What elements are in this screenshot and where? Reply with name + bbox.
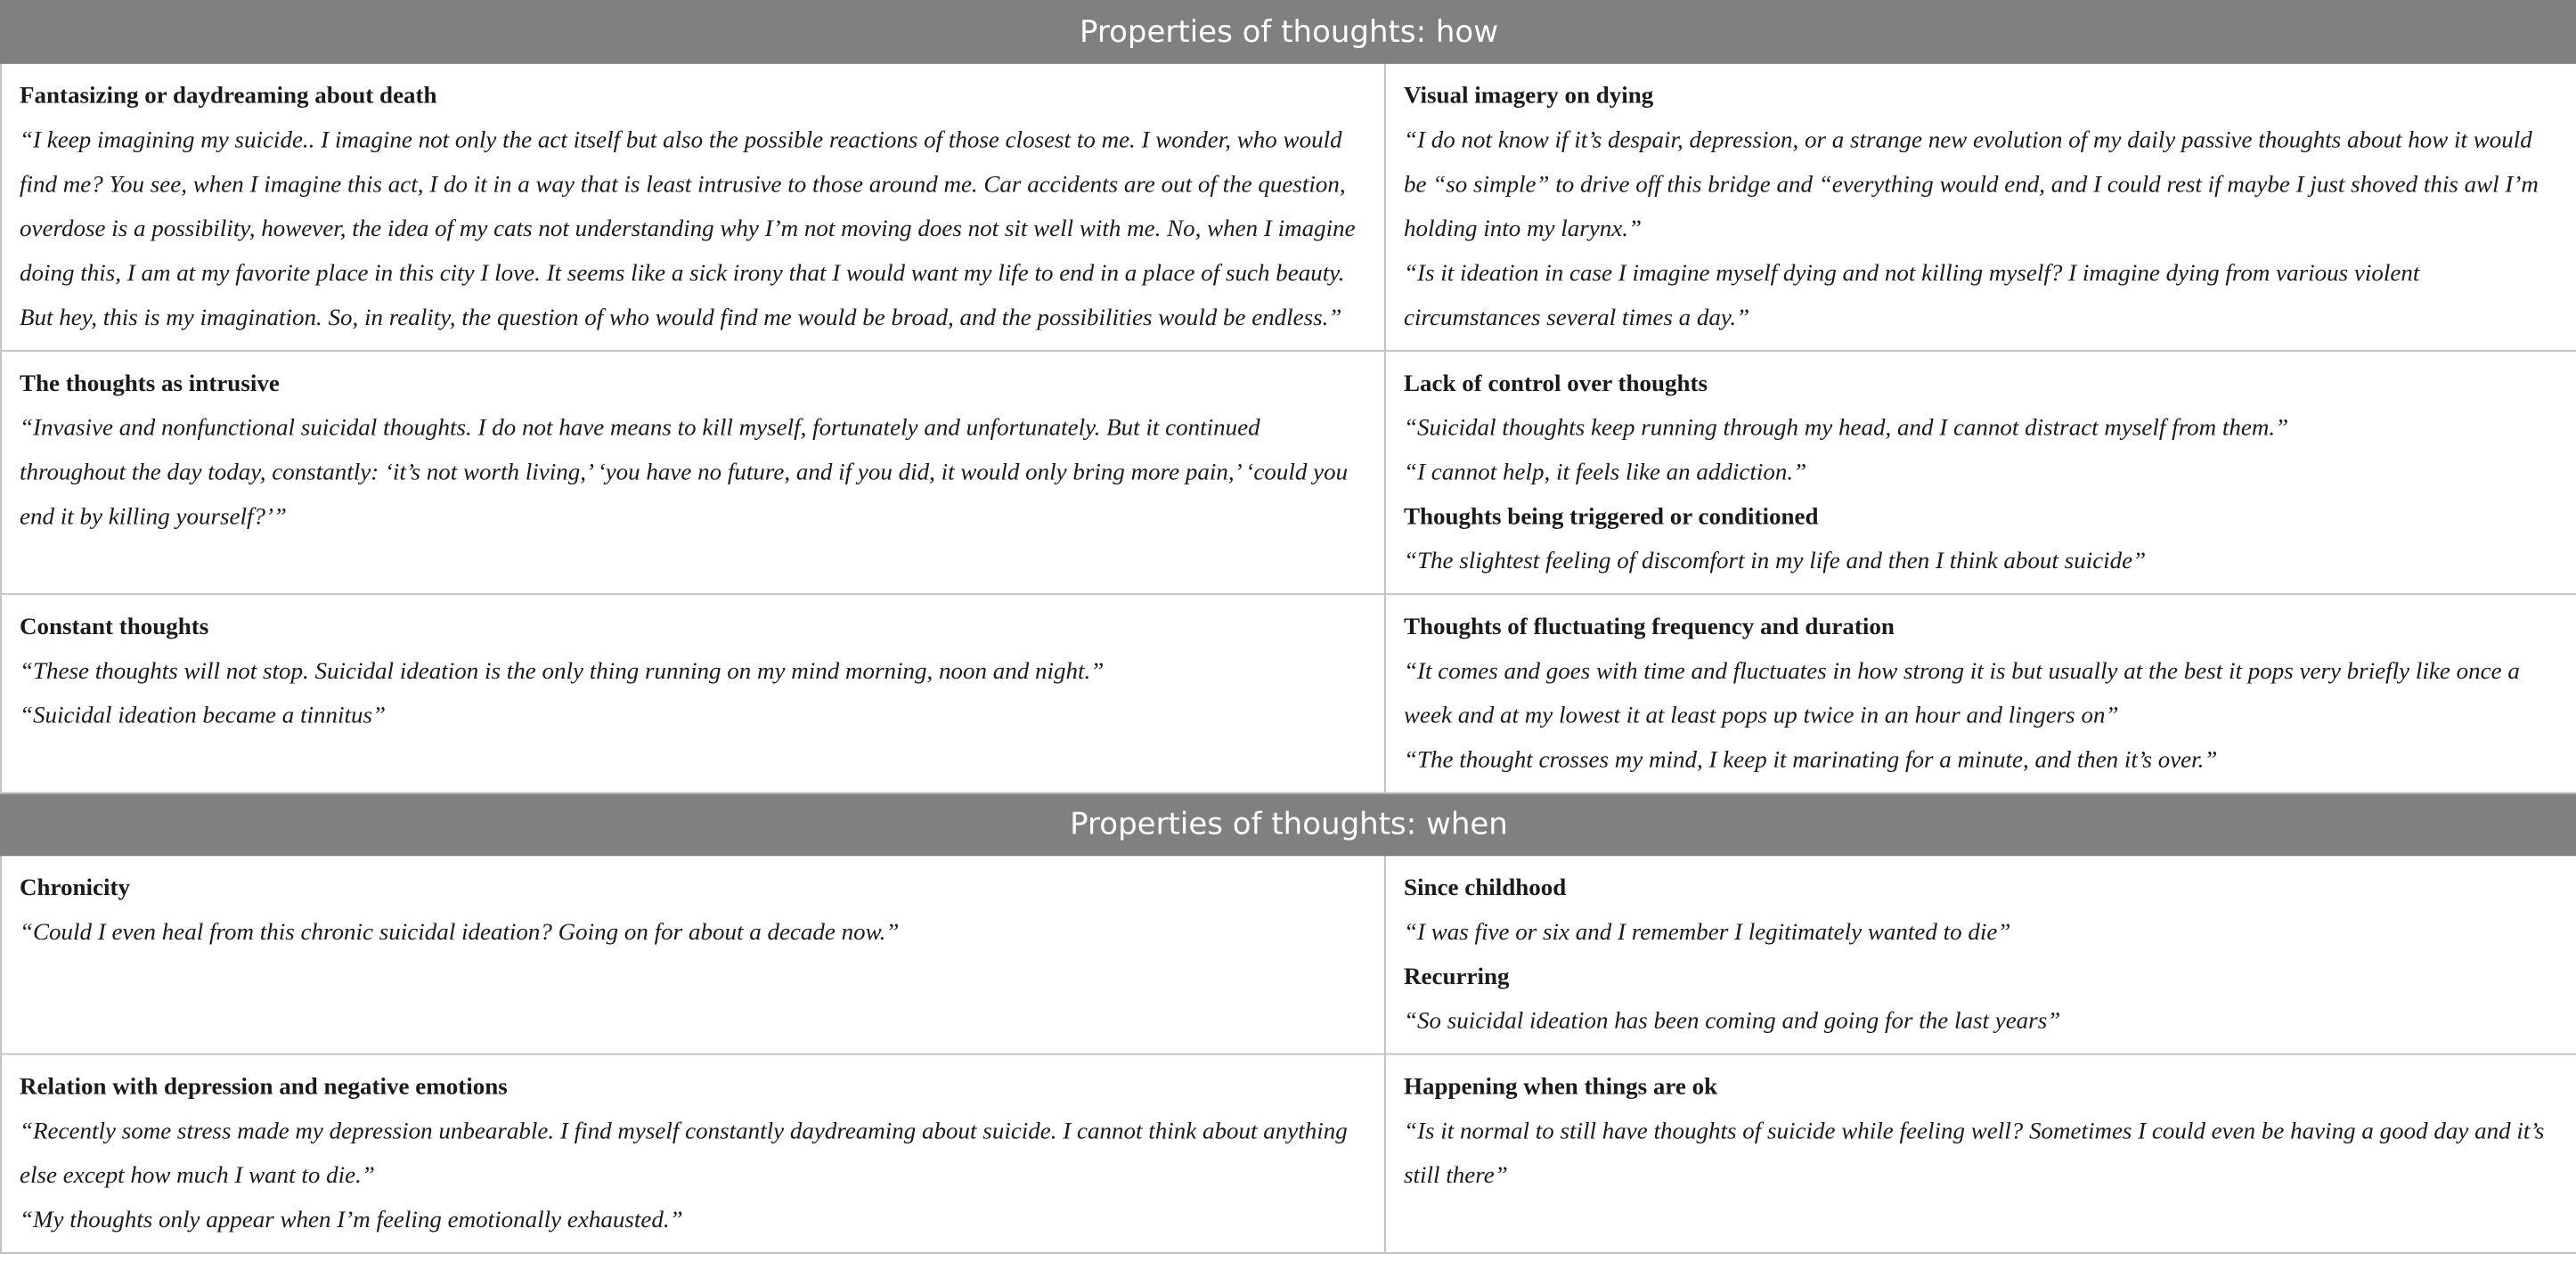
quote-text: “I keep imagining my suicide.. I imagine not only the act itself but also the possible reactions of those closest to me. I wonder, who would find me? You see, when I imagine this act, I do it in a way that is least intrusive to those around me. Car accidents are out of the question, overdose is a possibility, however, the idea of my cats not understanding why I’m not moving does not sit well with me. No, when I imagine doing this, I am at my favorite place in this city I love. It seems like a sick irony that I would want my life to end in a place of such beauty. But hey, this is my imagination. So, in reality, the question of who would find me would be broad, and the possibilities would be endless.” [20, 126, 1356, 330]
category-title: Constant thoughts [20, 613, 209, 639]
quote-text: “The thought crosses my mind, I keep it marinating for a minute, and then it’s over.” [1404, 745, 2218, 773]
table-row [1, 594, 2576, 793]
quote-text: “I cannot help, it feels like an addiction.” [1404, 458, 1807, 485]
category-title: The thoughts as intrusive [20, 369, 280, 396]
table-row [1, 855, 2576, 1054]
quote-text: “It comes and goes with time and fluctuates in how strong it is but usually at the best it pops very briefly like once a week and at my lowest it at least pops up twice in an hour and lingers on” [1404, 656, 2520, 728]
category-title: Thoughts being triggered or conditioned [1404, 502, 1819, 530]
section-header-row [1, 793, 2576, 855]
category-title: Visual imagery on dying [1404, 81, 1654, 109]
table-cell [1385, 855, 2576, 1054]
table-row [1, 63, 2576, 351]
table-cell [1385, 351, 2576, 594]
table-cell [1, 63, 1385, 351]
category-title: Relation with depression and negative emotions [20, 1072, 508, 1100]
table-cell [1385, 63, 2576, 351]
quote-text: “Is it ideation in case I imagine myself dying and not killing myself? I imagine dying from various violent circumstances several times a day.” [1404, 259, 2420, 330]
quote-text: “Suicidal thoughts keep running through my head, and I cannot distract myself from them.” [1404, 413, 2289, 441]
quote-text: “Invasive and nonfunctional suicidal thoughts. I do not have means to kill myself, fortunately and unfortunately. But it continued throughout the day today, constantly: ‘it’s not worth living,’ ‘you have no future, and if you did, it would only bring more pain,’ ‘could you end it by killing yourself?’” [20, 413, 1349, 530]
category-title: Lack of control over thoughts [1404, 369, 1708, 396]
quote-text: “These thoughts will not stop. Suicidal ideation is the only thing running on my mind morning, noon and night.” [20, 656, 1105, 684]
section-header-how: Properties of thoughts: how [1, 1, 2576, 63]
section-header-row [1, 1, 2576, 63]
table-cell [1, 594, 1385, 793]
quote-text: “The slightest feeling of discomfort in my life and then I think about suicide” [1404, 547, 2147, 574]
category-title: Fantasizing or daydreaming about death [20, 81, 437, 109]
category-title: Since childhood [1404, 874, 1567, 901]
quote-text: “Could I even heal from this chronic suicidal ideation? Going on for about a decade now.” [20, 918, 900, 945]
section-header-when: Properties of thoughts: when [1, 793, 2576, 855]
table-cell [1, 351, 1385, 594]
table-cell [1, 855, 1385, 1054]
category-title: Chronicity [20, 874, 131, 901]
quote-text: “Is it normal to still have thoughts of suicide while feeling well? Sometimes I could even be having a good day and it’s still there” [1404, 1117, 2545, 1189]
quote-text: “I was five or six and I remember I legitimately wanted to die” [1404, 918, 2011, 945]
table-cell [1, 1054, 1385, 1253]
table-row [1, 351, 2576, 594]
table-cell [1385, 594, 2576, 793]
category-title: Thoughts of fluctuating frequency and duration [1404, 613, 1895, 639]
quote-text: “Suicidal ideation became a tinnitus” [20, 701, 386, 728]
quote-text: “I do not know if it’s despair, depression, or a strange new evolution of my daily passive thoughts about how it would be “so simple” to drive off this bridge and “everything would end, and I could rest if maybe I just shoved this awl I’m holding into my larynx.” [1404, 126, 2539, 242]
table-cell [1385, 1054, 2576, 1253]
category-title: Happening when things are ok [1404, 1072, 1718, 1100]
quote-text: “My thoughts only appear when I’m feeling emotionally exhausted.” [20, 1206, 683, 1233]
category-title: Recurring [1404, 962, 1510, 989]
quote-text: “Recently some stress made my depression unbearable. I find myself constantly daydreaming about suicide. I cannot think about anything else except how much I want to die.” [20, 1117, 1348, 1189]
quote-text: “So suicidal ideation has been coming and going for the last years” [1404, 1006, 2061, 1034]
table-row [1, 1054, 2576, 1253]
